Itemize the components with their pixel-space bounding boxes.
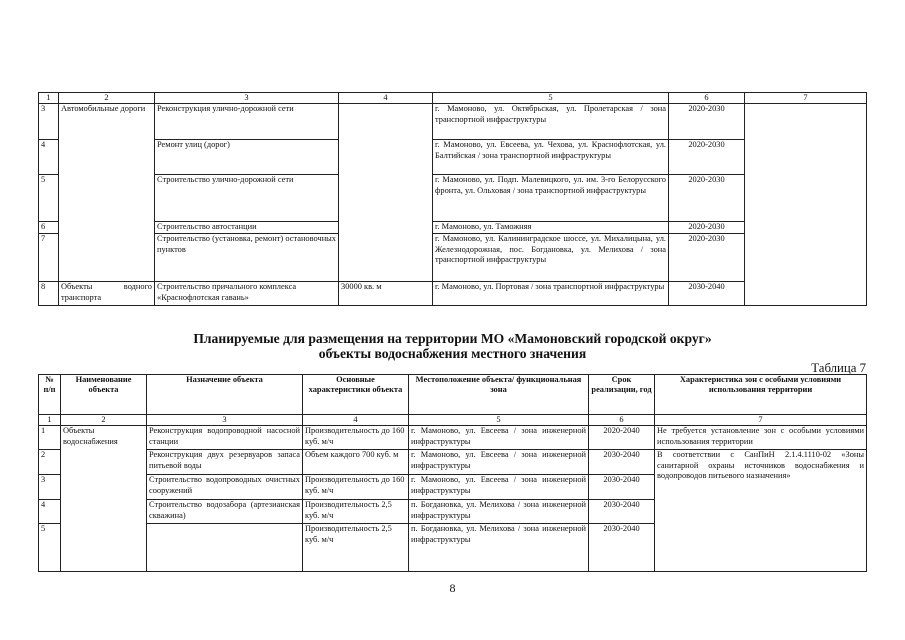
term: 2030-2040 bbox=[589, 500, 655, 524]
row-number: 1 bbox=[39, 426, 61, 450]
heading-line-1: Планируемые для размещения на территории МО «Мамоновский городской округ» bbox=[193, 331, 712, 346]
column-number-row bbox=[39, 93, 867, 104]
heading-line-2: объекты водоснабжения местного значения bbox=[318, 346, 587, 361]
term: 2030-2040 bbox=[589, 450, 655, 475]
row-number: 8 bbox=[39, 282, 59, 306]
object-location: г. Мамоново, ул. Евсеева, ул. Чехова, ул. Краснофлотская, ул. Балтийская / зона транспортной инфраструктуры bbox=[433, 140, 669, 175]
row-number: 7 bbox=[39, 234, 59, 282]
col-num: 2 bbox=[61, 415, 147, 426]
object-location: г. Мамоново, ул. Портовая / зона транспортной инфраструктуры bbox=[433, 282, 669, 306]
term: 2020-2030 bbox=[669, 104, 745, 140]
header-term: Срок реализации, год bbox=[589, 375, 655, 415]
row-number: 6 bbox=[39, 222, 59, 234]
object-location: г. Мамоново, ул. Подп. Малевицкого, ул. им. 3-го Белорусского фронта, ул. Ольховая / зона транспортной инфраструктуры bbox=[433, 175, 669, 222]
object-purpose: Ремонт улиц (дорог) bbox=[155, 140, 339, 175]
object-purpose: Строительство автостанции bbox=[155, 222, 339, 234]
object-purpose: Строительство водопроводных очистных сооружений bbox=[147, 475, 303, 500]
row-number: 4 bbox=[39, 500, 61, 524]
col-num: 5 bbox=[433, 93, 669, 104]
col-num: 3 bbox=[147, 415, 303, 426]
col-num: 4 bbox=[339, 93, 433, 104]
header-row bbox=[39, 375, 867, 415]
header-characteristics: Основные характеристики объекта bbox=[303, 375, 409, 415]
term: 2020-2030 bbox=[669, 222, 745, 234]
zone-characteristics bbox=[745, 104, 867, 306]
row-number: 2 bbox=[39, 450, 61, 475]
term: 2020-2030 bbox=[669, 175, 745, 222]
col-num: 4 bbox=[303, 415, 409, 426]
object-location: п. Богдановка, ул. Мелихова / зона инженерной инфраструктуры bbox=[409, 524, 589, 572]
water-supply-table bbox=[38, 374, 867, 572]
table-row bbox=[39, 426, 867, 450]
header-name: Наименование объекта bbox=[61, 375, 147, 415]
header-purpose: Назначение объекта bbox=[147, 375, 303, 415]
object-characteristics: Производительность 2,5 куб. м/ч bbox=[303, 500, 409, 524]
header-zones: Характеристика зон с особыми условиями использования территории bbox=[655, 375, 867, 415]
object-location: г. Мамоново, ул. Таможняя bbox=[433, 222, 669, 234]
object-location: г. Мамоново, ул. Калининградское шоссе, ул. Михалицына, ул. Железнодорожная, пос. Богдановка, ул. Мелихова / зона транспортной инфраструктуры bbox=[433, 234, 669, 282]
table-row bbox=[39, 282, 867, 306]
table-row bbox=[39, 234, 867, 282]
object-purpose: Реконструкция двух резервуаров запаса питьевой воды bbox=[147, 450, 303, 475]
table-caption: Таблица 7 bbox=[811, 361, 866, 375]
header-location: Местоположение объекта/ функциональная зона bbox=[409, 375, 589, 415]
table-row bbox=[39, 222, 867, 234]
term: 2030-2040 bbox=[669, 282, 745, 306]
table-row bbox=[39, 140, 867, 175]
object-characteristics: Производительность 2,5 куб. м/ч bbox=[303, 524, 409, 572]
section-heading bbox=[0, 331, 905, 361]
col-num: 7 bbox=[655, 415, 867, 426]
object-characteristics: Производительность до 160 куб. м/ч bbox=[303, 426, 409, 450]
object-characteristics: Производительность до 160 куб. м/ч bbox=[303, 475, 409, 500]
object-purpose: Строительство (установка, ремонт) остановочных пунктов bbox=[155, 234, 339, 282]
object-type: Объекты водного транспорта bbox=[59, 282, 155, 306]
row-number: 5 bbox=[39, 175, 59, 222]
object-purpose: Строительство улично-дорожной сети bbox=[155, 175, 339, 222]
object-characteristics: Объем каждого 700 куб. м bbox=[303, 450, 409, 475]
table-row bbox=[39, 175, 867, 222]
object-purpose: Строительство причального комплекса «Краснофлотская гавань» bbox=[155, 282, 339, 306]
column-number-row bbox=[39, 415, 867, 426]
object-location: г. Мамоново, ул. Октябрьская, ул. Пролетарская / зона транспортной инфраструктуры bbox=[433, 104, 669, 140]
table-row bbox=[39, 104, 867, 140]
col-num: 1 bbox=[39, 93, 59, 104]
term: 2020-2030 bbox=[669, 140, 745, 175]
page-number: 8 bbox=[449, 581, 456, 595]
col-num: 1 bbox=[39, 415, 61, 426]
object-location: п. Богдановка, ул. Мелихова / зона инженерной инфраструктуры bbox=[409, 500, 589, 524]
term: 2030-2040 bbox=[589, 475, 655, 500]
row-number: 3 bbox=[39, 104, 59, 140]
object-location: г. Мамоново, ул. Евсеева / зона инженерной инфраструктуры bbox=[409, 475, 589, 500]
object-purpose: Реконструкция водопроводной насосной станции bbox=[147, 426, 303, 450]
row-number: 4 bbox=[39, 140, 59, 175]
term: 2030-2040 bbox=[589, 524, 655, 572]
object-purpose: Реконструкция улично-дорожной сети bbox=[155, 104, 339, 140]
object-characteristics: 30000 кв. м bbox=[339, 282, 433, 306]
object-type: Объекты водоснабжения bbox=[61, 426, 147, 572]
object-purpose: Строительство водозабора (артезианская скважина) bbox=[147, 500, 303, 524]
object-location: г. Мамоново, ул. Евсеева / зона инженерной инфраструктуры bbox=[409, 450, 589, 475]
object-characteristics bbox=[339, 104, 433, 282]
zone-characteristics: Не требуется установление зон с особыми условиями использования территории bbox=[655, 426, 867, 450]
row-number: 5 bbox=[39, 524, 61, 572]
table-row bbox=[39, 450, 867, 475]
term: 2020-2030 bbox=[669, 234, 745, 282]
header-num: № п/п bbox=[39, 375, 61, 415]
col-num: 3 bbox=[155, 93, 339, 104]
col-num: 5 bbox=[409, 415, 589, 426]
col-num: 7 bbox=[745, 93, 867, 104]
col-num: 2 bbox=[59, 93, 155, 104]
term: 2020-2040 bbox=[589, 426, 655, 450]
zone-characteristics: В соответствии с СанПиН 2.1.4.1110-02 «Зоны санитарной охраны источников водоснабжения и водопроводов питьевого назначения» bbox=[655, 450, 867, 572]
row-number: 3 bbox=[39, 475, 61, 500]
object-purpose bbox=[147, 524, 303, 572]
col-num: 6 bbox=[589, 415, 655, 426]
object-type: Автомобильные дороги bbox=[59, 104, 155, 282]
col-num: 6 bbox=[669, 93, 745, 104]
roads-table bbox=[38, 92, 867, 306]
object-location: г. Мамоново, ул. Евсеева / зона инженерной инфраструктуры bbox=[409, 426, 589, 450]
